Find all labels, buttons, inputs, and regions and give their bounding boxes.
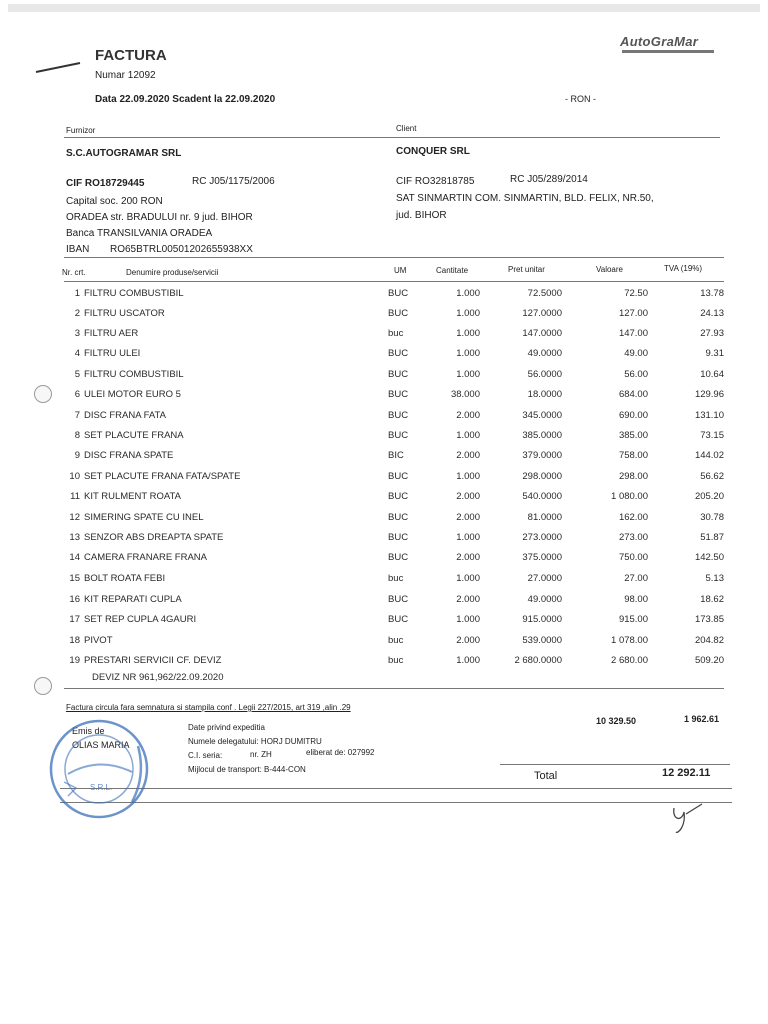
- table-row: [0, 614, 768, 634]
- supplier-rc: RC J05/1175/2006: [192, 176, 275, 187]
- row-name: PRESTARI SERVICII CF. DEVIZ: [84, 655, 222, 666]
- row-um: BIC: [388, 450, 404, 461]
- row-value: 690.00: [618, 410, 648, 421]
- client-label: Client: [396, 124, 417, 133]
- table-header-line: [64, 281, 724, 282]
- row-price: 540.0000: [522, 491, 562, 502]
- row-qty: 1.000: [456, 471, 480, 482]
- row-tva: 18.62: [700, 594, 724, 605]
- col-name: Denumire produse/servicii: [126, 268, 219, 277]
- row-qty: 2.000: [456, 491, 480, 502]
- row-nr: 6: [74, 389, 80, 400]
- row-price: 915.0000: [522, 614, 562, 625]
- row-qty: 1.000: [456, 328, 480, 339]
- row-um: buc: [388, 573, 404, 584]
- emis-label: Emis de: [72, 726, 105, 736]
- row-tva: 5.13: [705, 573, 724, 584]
- table-row: [0, 532, 768, 552]
- row-tva: 205.20: [694, 491, 724, 502]
- row-tva: 13.78: [700, 288, 724, 299]
- row-um: BUC: [388, 308, 409, 319]
- row-price: 273.0000: [522, 532, 562, 543]
- row-name: CAMERA FRANARE FRANA: [84, 552, 207, 563]
- row-um: buc: [388, 635, 404, 646]
- row-qty: 1.000: [456, 614, 480, 625]
- company-stamp: [46, 716, 152, 822]
- table-row: [0, 348, 768, 368]
- row-nr: 3: [74, 328, 80, 339]
- row-um: BUC: [388, 614, 409, 625]
- row-tva: 10.64: [700, 369, 724, 380]
- supplier-cif: CIF RO18729445: [66, 178, 145, 189]
- row-value: 2 680.00: [611, 655, 648, 666]
- row-qty: 2.000: [456, 594, 480, 605]
- row-nr: 16: [69, 594, 80, 605]
- row-qty: 1.000: [456, 348, 480, 359]
- sum-value: 10 329.50: [596, 716, 637, 726]
- row-value: 1 080.00: [611, 491, 648, 502]
- supplier-capital: Capital soc. 200 RON: [66, 196, 163, 207]
- logo-underline: [622, 50, 714, 53]
- row-tva: 173.85: [694, 614, 724, 625]
- row-name: ULEI MOTOR EURO 5: [84, 389, 181, 400]
- invoice-number: Numar 12092: [95, 70, 156, 81]
- row-nr: 11: [70, 491, 80, 502]
- row-price: 72.5000: [527, 288, 562, 299]
- table-row: [0, 552, 768, 572]
- row-um: buc: [388, 328, 404, 339]
- row-um: BUC: [388, 552, 409, 563]
- row-um: BUC: [388, 348, 409, 359]
- handwritten-signature: [668, 800, 708, 836]
- table-row: [0, 369, 768, 389]
- row-qty: 1.000: [456, 655, 480, 666]
- row-value: 147.00: [618, 328, 648, 339]
- row-value: 56.00: [624, 369, 648, 380]
- row-price: 298.0000: [522, 471, 562, 482]
- total-value: 12 292.11: [662, 767, 711, 779]
- col-um: UM: [394, 266, 407, 275]
- col-value: Valoare: [596, 265, 623, 274]
- row-tva: 27.93: [700, 328, 724, 339]
- row-tva: 131.10: [694, 410, 724, 421]
- row-price: 2 680.0000: [514, 655, 562, 666]
- row-qty: 2.000: [456, 410, 480, 421]
- row-tva: 204.82: [694, 635, 724, 646]
- row-price: 127.0000: [522, 308, 562, 319]
- row-name: PIVOT: [84, 635, 113, 646]
- supplier-iban-label: IBAN: [66, 244, 90, 255]
- col-nr: Nr. crt.: [62, 268, 86, 277]
- legal-note: Factura circula fara semnatura si stampila conf . Legii 227/2015, art 319 ,alin .29: [66, 703, 351, 712]
- col-price: Pret unitar: [508, 265, 545, 274]
- transport: Mijlocul de transport: B-444-CON: [188, 765, 306, 774]
- row-nr: 12: [69, 512, 80, 523]
- row-name: SET PLACUTE FRANA: [84, 430, 184, 441]
- row-price: 539.0000: [522, 635, 562, 646]
- row-um: BUC: [388, 594, 409, 605]
- table-row: [0, 328, 768, 348]
- row-price: 385.0000: [522, 430, 562, 441]
- row-price: 345.0000: [522, 410, 562, 421]
- row-name: SET PLACUTE FRANA FATA/SPATE: [84, 471, 241, 482]
- row-price: 379.0000: [522, 450, 562, 461]
- table-row: [0, 410, 768, 430]
- row-name: FILTRU COMBUSTIBIL: [84, 369, 184, 380]
- row-um: BUC: [388, 471, 409, 482]
- row-name: DISC FRANA SPATE: [84, 450, 174, 461]
- row-tva: 9.31: [705, 348, 724, 359]
- row-qty: 2.000: [456, 512, 480, 523]
- row-tva: 24.13: [700, 308, 724, 319]
- row-tva: 56.62: [700, 471, 724, 482]
- supplier-address: ORADEA str. BRADULUI nr. 9 jud. BIHOR: [66, 212, 253, 223]
- supplier-name: S.C.AUTOGRAMAR SRL: [66, 148, 182, 159]
- row-um: BUC: [388, 369, 409, 380]
- row-nr: 5: [74, 369, 80, 380]
- row-nr: 19: [69, 655, 80, 666]
- row-name: KIT RULMENT ROATA: [84, 491, 181, 502]
- row-um: BUC: [388, 389, 409, 400]
- row-value: 750.00: [618, 552, 648, 563]
- invoice-title: FACTURA: [95, 47, 167, 64]
- row-name: FILTRU ULEI: [84, 348, 141, 359]
- row-qty: 1.000: [456, 573, 480, 584]
- row-value: 684.00: [618, 389, 648, 400]
- row-nr: 10: [69, 471, 80, 482]
- ci-eliberat: eliberat de: 027992: [306, 748, 375, 757]
- row-price: 27.0000: [527, 573, 562, 584]
- col-tva: TVA (19%): [664, 264, 703, 273]
- row-name: SIMERING SPATE CU INEL: [84, 512, 204, 523]
- table-row: [0, 471, 768, 491]
- row-price: 49.0000: [527, 594, 562, 605]
- row-qty: 1.000: [456, 430, 480, 441]
- row-price: 81.0000: [527, 512, 562, 523]
- row-nr: 18: [69, 635, 80, 646]
- delegate-name: Numele delegatului: HORJ DUMITRU: [188, 737, 322, 746]
- table-row: [0, 512, 768, 532]
- row-value: 298.00: [618, 471, 648, 482]
- supplier-label: Furnizor: [66, 126, 96, 135]
- sum-tva: 1 962.61: [684, 714, 720, 724]
- row-nr: 17: [69, 614, 80, 625]
- divider: [64, 137, 720, 138]
- client-address-1: SAT SINMARTIN COM. SINMARTIN, BLD. FELIX, NR.50,: [396, 193, 654, 204]
- row-name: SENZOR ABS DREAPTA SPATE: [84, 532, 224, 543]
- invoice-dates: Data 22.09.2020 Scadent la 22.09.2020: [95, 94, 276, 105]
- supplier-iban: RO65BTRL00501202655938XX: [110, 244, 253, 255]
- client-name: CONQUER SRL: [396, 146, 470, 157]
- row-um: BUC: [388, 430, 409, 441]
- footer-line: [60, 788, 732, 789]
- row-nr: 7: [74, 410, 80, 421]
- row-qty: 1.000: [456, 308, 480, 319]
- row-nr: 9: [74, 450, 80, 461]
- row-nr: 4: [74, 348, 80, 359]
- row-name: FILTRU AER: [84, 328, 139, 339]
- table-row: [0, 491, 768, 511]
- ci-nr: nr. ZH: [250, 750, 272, 759]
- row-name: SET REP CUPLA 4GAURI: [84, 614, 197, 625]
- row-nr: 2: [74, 308, 80, 319]
- row-nr: 15: [69, 573, 80, 584]
- row-qty: 38.000: [450, 389, 480, 400]
- row-um: BUC: [388, 410, 409, 421]
- row-nr: 14: [69, 552, 80, 563]
- row19-deviz-note: DEVIZ NR 961,962/22.09.2020: [92, 672, 224, 683]
- row-qty: 2.000: [456, 635, 480, 646]
- row-qty: 2.000: [456, 552, 480, 563]
- row-um: BUC: [388, 491, 409, 502]
- row-name: BOLT ROATA FEBI: [84, 573, 166, 584]
- row-um: BUC: [388, 532, 409, 543]
- row-value: 162.00: [618, 512, 648, 523]
- ci-seria: C.I. seria:: [188, 751, 223, 760]
- row-price: 147.0000: [522, 328, 562, 339]
- row-value: 758.00: [618, 450, 648, 461]
- client-rc: RC J05/289/2014: [510, 174, 588, 185]
- row-value: 72.50: [624, 288, 648, 299]
- expedition-title: Date privind expeditia: [188, 723, 265, 732]
- row-um: buc: [388, 655, 404, 666]
- col-qty: Cantitate: [436, 266, 469, 275]
- row-value: 385.00: [618, 430, 648, 441]
- row-value: 1 078.00: [611, 635, 648, 646]
- table-row: [0, 573, 768, 593]
- row-price: 56.0000: [527, 369, 562, 380]
- total-top-line: [500, 764, 730, 765]
- row-value: 127.00: [618, 308, 648, 319]
- row-tva: 142.50: [694, 552, 724, 563]
- supplier-bank: Banca TRANSILVANIA ORADEA: [66, 228, 213, 239]
- row-name: DISC FRANA FATA: [84, 410, 166, 421]
- row-qty: 1.000: [456, 532, 480, 543]
- row-nr: 13: [69, 532, 80, 543]
- row-value: 915.00: [618, 614, 648, 625]
- row-value: 27.00: [624, 573, 648, 584]
- company-logo: AutoGraMar: [620, 34, 699, 49]
- row-nr: 1: [74, 288, 80, 299]
- table-bottom-line: [64, 688, 724, 689]
- table-row: [0, 288, 768, 308]
- row-tva: 51.87: [700, 532, 724, 543]
- table-top-line: [64, 257, 724, 258]
- client-address-2: jud. BIHOR: [396, 210, 447, 221]
- row-value: 98.00: [624, 594, 648, 605]
- total-label: Total: [534, 770, 558, 782]
- row-value: 273.00: [618, 532, 648, 543]
- emis-name: OLIAS MARIA: [72, 740, 130, 750]
- table-row: [0, 594, 768, 614]
- row-nr: 8: [74, 430, 80, 441]
- row-tva: 30.78: [700, 512, 724, 523]
- table-row: [0, 389, 768, 409]
- table-row: [0, 308, 768, 328]
- punch-hole: [34, 677, 52, 695]
- row-qty: 1.000: [456, 288, 480, 299]
- scan-edge: [8, 4, 760, 12]
- row-tva: 73.15: [700, 430, 724, 441]
- row-name: FILTRU USCATOR: [84, 308, 165, 319]
- row-price: 49.0000: [527, 348, 562, 359]
- table-row: [0, 430, 768, 450]
- row-qty: 2.000: [456, 450, 480, 461]
- row-name: FILTRU COMBUSTIBIL: [84, 288, 184, 299]
- row-tva: 144.02: [694, 450, 724, 461]
- row-price: 18.0000: [527, 389, 562, 400]
- table-row: [0, 450, 768, 470]
- client-cif: CIF RO32818785: [396, 176, 475, 187]
- row-value: 49.00: [624, 348, 648, 359]
- row-um: BUC: [388, 512, 409, 523]
- footer-line-2: [60, 802, 732, 803]
- punch-hole: [34, 385, 52, 403]
- pen-mark: [34, 60, 84, 76]
- row-um: BUC: [388, 288, 409, 299]
- row-tva: 129.96: [694, 389, 724, 400]
- row-name: KIT REPARATI CUPLA: [84, 594, 182, 605]
- row-price: 375.0000: [522, 552, 562, 563]
- stamp-text: S.R.L.: [90, 783, 113, 792]
- row-qty: 1.000: [456, 369, 480, 380]
- currency-label: - RON -: [565, 94, 596, 104]
- table-row: [0, 635, 768, 655]
- row-tva: 509.20: [694, 655, 724, 666]
